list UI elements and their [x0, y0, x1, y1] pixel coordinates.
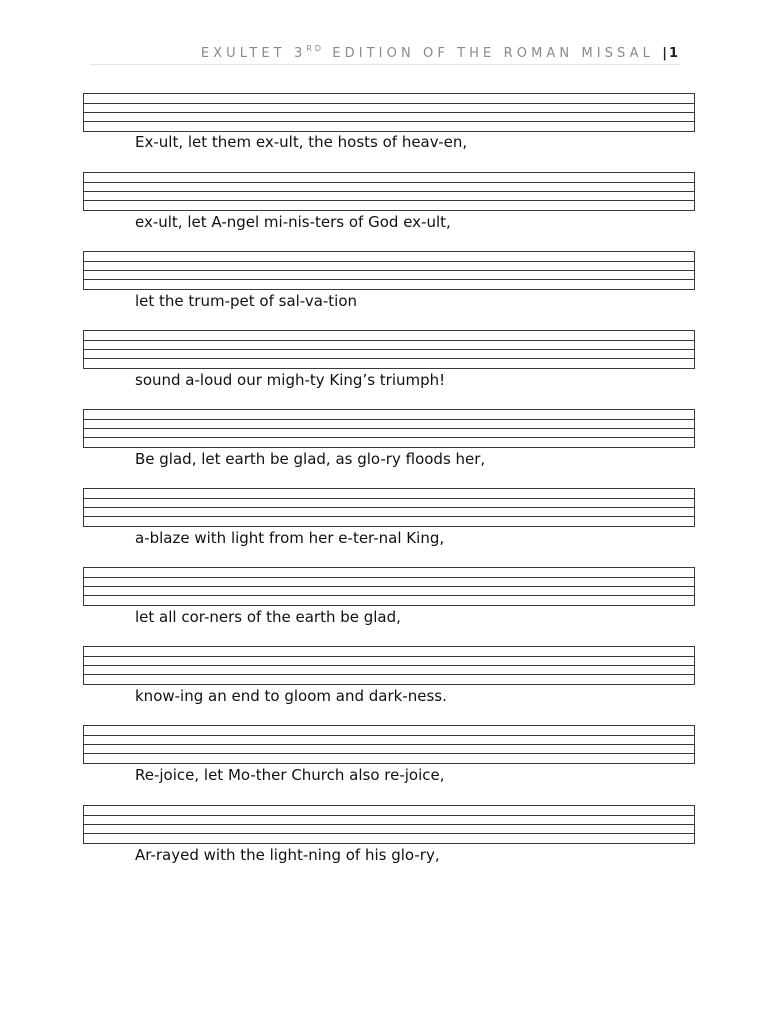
staff-7	[83, 567, 695, 606]
lyric-line-5: Be glad, let earth be glad, as glo-ry floods her,	[135, 450, 486, 468]
staff-10	[83, 805, 695, 844]
page-header	[90, 44, 678, 64]
header-title-post: EDITION OF THE ROMAN MISSAL	[324, 46, 654, 61]
lyric-line-10: Ar-rayed with the light-ning of his glo-ry,	[135, 846, 440, 864]
header-title-superscript: RD	[306, 44, 325, 53]
lyric-line-4: sound a-loud our migh-ty King’s triumph!	[135, 371, 446, 389]
lyric-line-8: know-ing an end to gloom and dark-ness.	[135, 687, 447, 705]
lyric-line-2: ex-ult, let A-ngel mi-nis-ters of God ex-ult,	[135, 213, 451, 231]
staff-2	[83, 172, 695, 211]
header-title-pre: EXULTET 3	[200, 46, 307, 61]
lyric-line-6: a-blaze with light from her e-ter-nal King,	[135, 529, 445, 547]
staff-8	[83, 646, 695, 685]
staff-5	[83, 409, 695, 448]
header-separator: |	[662, 46, 669, 61]
staff-1	[83, 93, 695, 132]
staff-4	[83, 330, 695, 369]
lyric-line-7: let all cor-ners of the earth be glad,	[135, 608, 401, 626]
staff-3	[83, 251, 695, 290]
lyric-line-1: Ex-ult, let them ex-ult, the hosts of heav-en,	[135, 133, 468, 151]
lyric-line-9: Re-joice, let Mo-ther Church also re-joice,	[135, 766, 445, 784]
lyric-line-3: let the trum-pet of sal-va-tion	[135, 292, 358, 310]
page-number: 1	[668, 46, 678, 61]
staff-9	[83, 725, 695, 764]
staff-6	[83, 488, 695, 527]
header-rule	[90, 64, 680, 65]
